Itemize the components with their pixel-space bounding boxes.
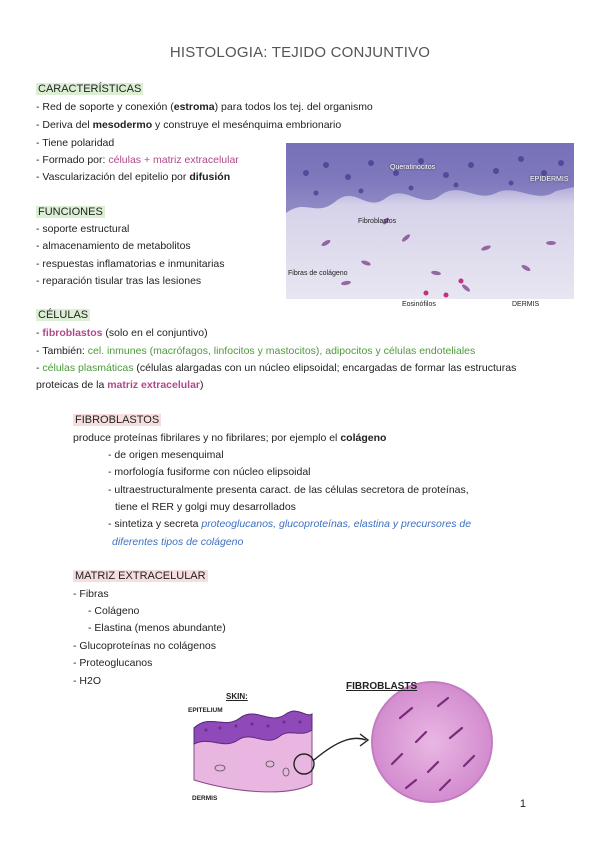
label-dermis: DERMIS [512,301,540,308]
label-fibras-colageno: Fibras de colágeno [288,270,348,277]
caracteristicas-item: - Formado por: células + matriz extracelular [36,154,239,166]
matriz-item: - Proteoglucanos [73,657,153,669]
matriz-item: - Glucoproteínas no colágenos [73,640,217,652]
funciones-item: - reparación tisular tras las lesiones [36,275,202,287]
histology-micrograph [286,143,574,308]
page-title: HISTOLOGIA: TEJIDO CONJUNTIVO [169,44,431,61]
funciones-heading: FUNCIONES [38,206,103,218]
celulas-line: proteicas de la matriz extracelular) [36,379,204,391]
funciones-item: - respuestas inflamatorias e inmunitarias [36,258,225,270]
drawing-label-skin: SKIN: [226,692,248,701]
funciones-item: - almacenamiento de metabolitos [36,240,191,252]
caracteristicas-item: - Vascularización del epitelio por difusión [36,171,231,183]
matriz-item: - Elastina (menos abundante) [88,622,226,634]
drawing-label-epitelium: EPITELIUM [188,707,223,714]
page-number: 1 [519,798,526,810]
matriz-item: - H2O [73,675,102,687]
celulas-line: - También: cel. inmunes (macrófagos, linfocitos y mastocitos), adipocitos y células endoteliales [36,345,476,357]
fibroblastos-item-cont: tiene el RER y golgi muy desarrollados [115,501,296,513]
drawing-label-dermis: DERMIS [192,795,218,802]
fibroblastos-item: - morfología fusiforme con núcleo elipsoidal [108,466,311,478]
fibroblastos-heading: FIBROBLASTOS [75,414,160,426]
celulas-line: - células plasmáticas (células alargadas con un núcleo elipsoidal; encargadas de formar las estructuras [36,362,517,374]
celulas-line: - fibroblastos (solo en el conjuntivo) [36,327,208,339]
caracteristicas-item: - Deriva del mesodermo y construye el mesénquima embrionario [36,119,342,131]
matriz-item: - Colágeno [88,605,140,617]
caracteristicas-item: - Tiene polaridad [36,137,115,149]
label-epidermis: EPIDERMIS [530,176,569,183]
fibroblastos-item: - ultraestructuralmente presenta caract. de las células secretora de proteínas, [108,484,469,496]
fibroblastos-intro: produce proteínas fibrilares y no fibrilares; por ejemplo el colágeno [73,432,387,444]
celulas-heading: CÉLULAS [38,309,89,321]
funciones-item: - soporte estructural [36,223,130,235]
fibroblastos-item: - de origen mesenquimal [108,449,224,461]
fibroblastos-item-cont: diferentes tipos de colágeno [112,536,244,548]
caracteristicas-heading: CARACTERÍSTICAS [38,83,142,95]
caracteristicas-item: - Red de soporte y conexión (estroma) para todos los tej. del organismo [36,101,373,113]
matriz-heading: MATRIZ EXTRACELULAR [75,570,206,582]
drawing-label-fibroblasts: FIBROBLASTS [346,681,418,692]
fibroblastos-item: - sintetiza y secreta proteoglucanos, glucoproteínas, elastina y precursores de [108,518,472,530]
matriz-item: - Fibras [73,588,109,600]
label-queratinocitos: Queratinocitos [390,164,436,171]
label-fibroblastos: Fibroblastos [358,218,397,225]
label-eosinofilos: Eosinófilos [402,301,436,308]
